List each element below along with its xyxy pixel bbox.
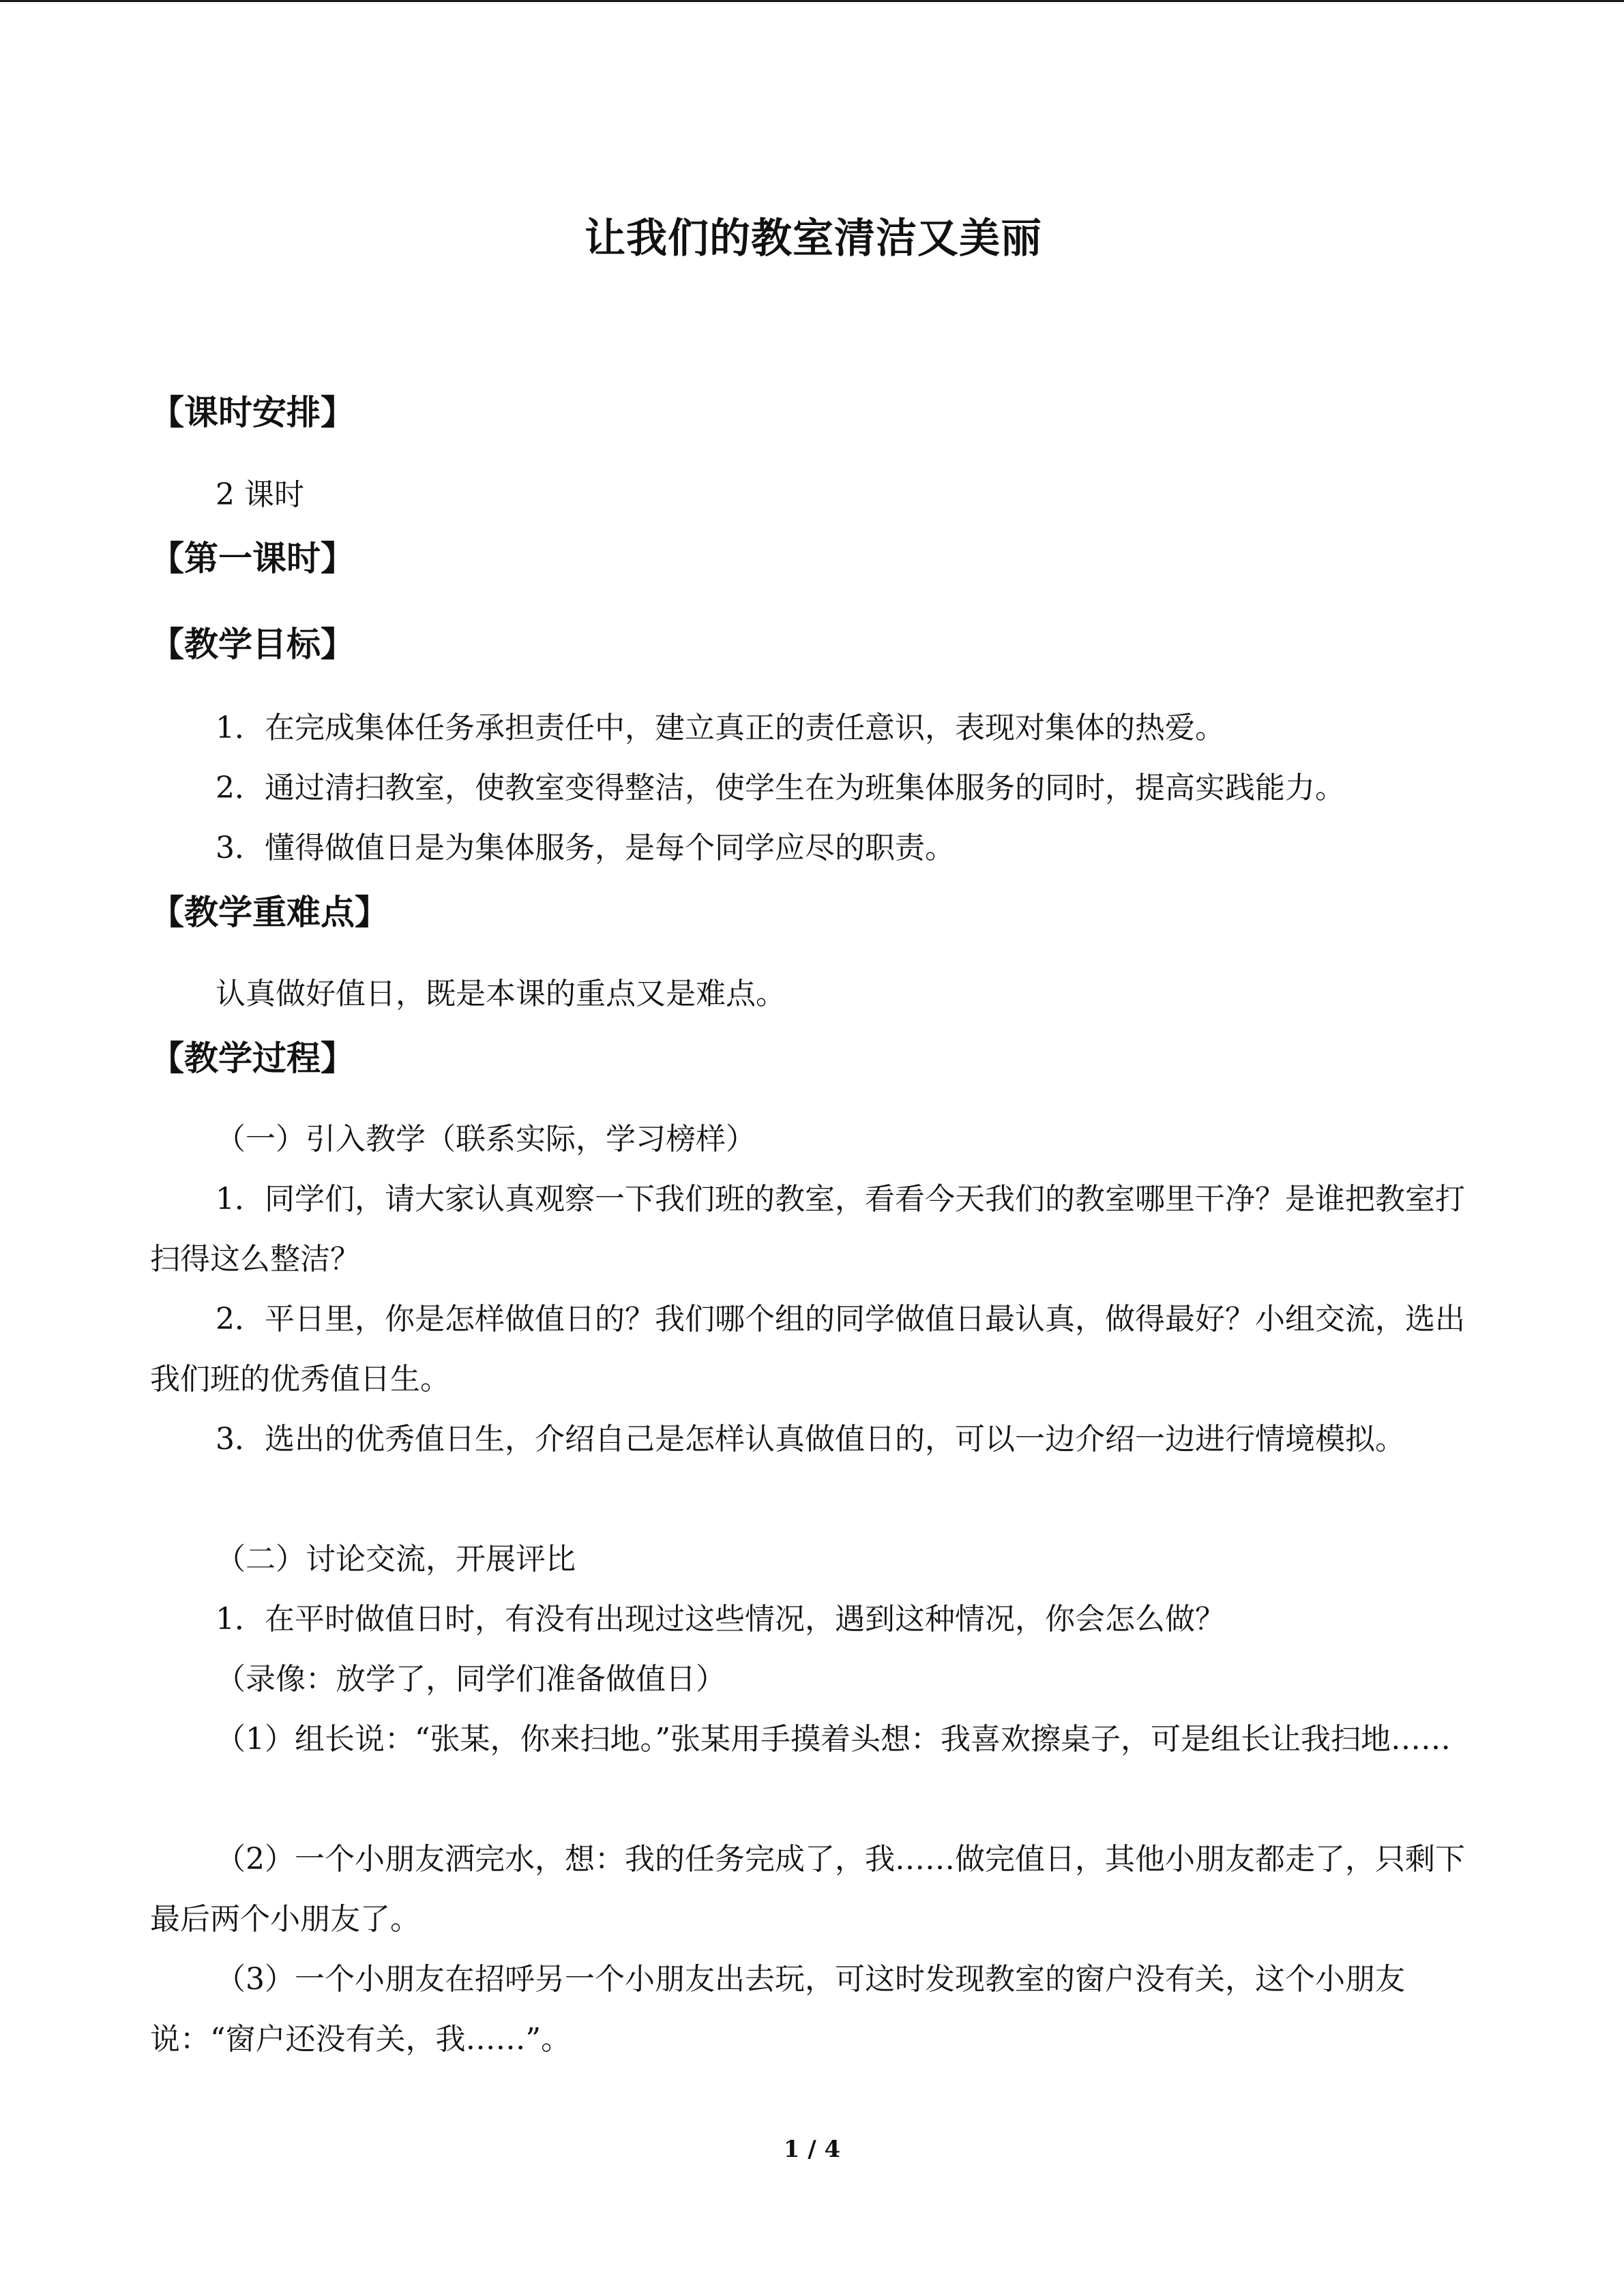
heading-schedule: 【课时安排】 [150,392,355,432]
process-part1-title: （一）引入教学（联系实际，学习榜样） [216,1122,756,1157]
process-part2-title: （二）讨论交流，开展评比 [216,1542,576,1577]
process-part1-item-3: 3．选出的优秀值日生，介绍自己是怎样认真做值日的，可以一边介绍一边进行情境模拟。 [216,1422,1405,1457]
document-title: 让我们的教室清洁又美丽 [585,215,1042,263]
heading-goals: 【教学目标】 [150,624,355,664]
process-part2-video-note: （录像：放学了，同学们准备做值日） [216,1662,726,1697]
process-part2-case-2: （2）一个小朋友洒完水，想：我的任务完成了，我……做完值日，其他小朋友都走了，只剩下最后两个小朋友了。 [150,1842,1465,1937]
schedule-content: 2 课时 [216,477,304,512]
heading-key-points: 【教学重难点】 [150,892,389,932]
goal-item-3: 3．懂得做值日是为集体服务，是每个同学应尽的职责。 [216,831,955,865]
process-part1-item-2: 2．平日里，你是怎样做值日的？我们哪个组的同学做值日最认真，做得最好？小组交流，选出我们班的优秀值日生。 [150,1302,1465,1397]
process-part2-item-1: 1．在平时做值日时，有没有出现过这些情况，遇到这种情况，你会怎么做？ [216,1602,1225,1637]
goal-item-1: 1．在完成集体任务承担责任中，建立真正的责任意识，表现对集体的热爱。 [216,711,1225,745]
heading-first-lesson: 【第一课时】 [150,538,355,578]
goal-item-2: 2．通过清扫教室，使教室变得整洁，使学生在为班集体服务的同时，提高实践能力。 [216,771,1345,805]
process-part1-item-1: 1．同学们，请大家认真观察一下我们班的教室，看看今天我们的教室哪里干净？是谁把教室打扫得这么整洁？ [150,1182,1465,1277]
process-part2-case-3: （3）一个小朋友在招呼另一个小朋友出去玩，可这时发现教室的窗户没有关，这个小朋友说：“窗户还没有关，我……”。 [150,1962,1405,2057]
process-part2-case-1: （1）组长说：“张某，你来扫地。”张某用手摸着头想：我喜欢擦桌子，可是组长让我扫地…… [216,1722,1451,1757]
heading-process: 【教学过程】 [150,1038,355,1078]
key-points-content: 认真做好值日，既是本课的重点又是难点。 [216,976,786,1011]
page-number: 1 / 4 [783,2136,841,2163]
page-top-border [0,0,1624,2]
